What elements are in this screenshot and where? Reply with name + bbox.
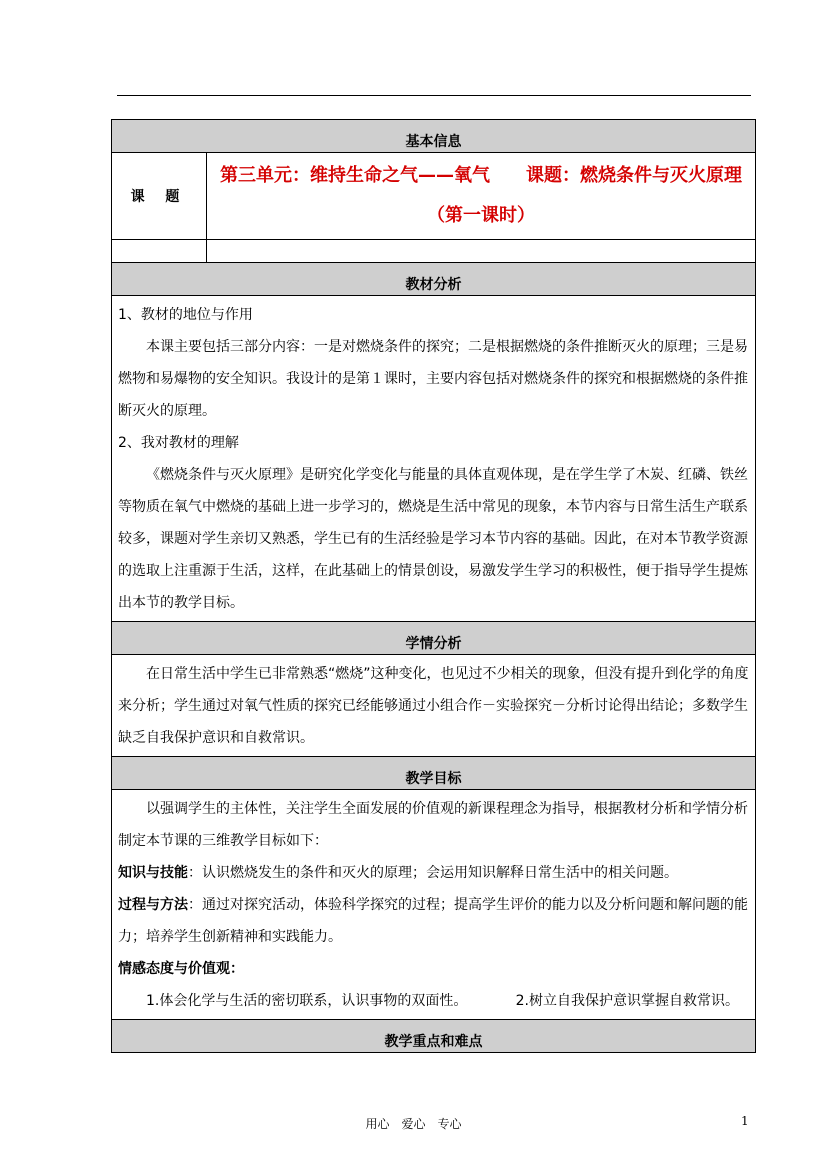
student-paragraph: 在日常生活中学生已非常熟悉“燃烧”这种变化，也见过不少相关的现象，但没有提升到化学的角度来分析；学生通过对氧气性质的探究已经能够通过小组合作－实验探究－分析讨论得出结论；多数学生缺乏自我保护意识和自救常识。 xyxy=(118,666,749,746)
textbook-analysis-body xyxy=(112,296,756,622)
goal-emotion-item-2: 2.树立自我保护意识掌握自救常识。 xyxy=(515,993,739,1009)
teaching-goals-body xyxy=(112,790,756,1020)
textbook-paragraph-1: 本课主要包括三部分内容：一是对燃烧条件的探究；二是根据燃烧的条件推断灭火的原理；三是易燃物和易爆物的安全知识。我设计的是第１课时，主要内容包括对燃烧条件的探究和根据燃烧的条件推断灭火的原理。 xyxy=(118,339,748,419)
goals-intro: 以强调学生的主体性，关注学生全面发展的价值观的新课程理念为指导，根据教材分析和学情分析制定本节课的三维教学目标如下： xyxy=(118,801,748,849)
goal-knowledge xyxy=(118,857,749,889)
goal-emotion-items xyxy=(118,985,749,1017)
goal-emotion-label: 情感态度与价值观 xyxy=(118,961,230,977)
section-basic-info: 基本信息 xyxy=(112,120,756,153)
goal-method-label: 过程与方法 xyxy=(118,897,188,913)
empty-cell xyxy=(112,240,207,263)
empty-cell xyxy=(207,240,756,263)
textbook-heading-2: 2、我对教材的理解 xyxy=(118,435,239,451)
goal-emotion-colon: ： xyxy=(230,961,244,977)
section-student-analysis: 学情分析 xyxy=(112,622,756,655)
goal-emotion-heading xyxy=(118,953,749,985)
goal-method xyxy=(118,889,749,953)
section-key-points: 教学重点和难点 xyxy=(112,1020,756,1053)
section-teaching-goals: 教学目标 xyxy=(112,757,756,790)
textbook-paragraph-2: 《燃烧条件与灭火原理》是研究化学变化与能量的具体直观体现，是在学生学了木炭、红磷、铁丝等物质在氧气中燃烧的基础上进一步学习的，燃烧是生活中常见的现象，本节内容与日常生活生产联系较多，课题对学生亲切又熟悉，学生已有的生活经验是学习本节内容的基础。因此，在对本节教学资源的选取上注重源于生活，这样，在此基础上的情景创设，易激发学生学习的积极性，便于指导学生提炼出本节的教学目标。 xyxy=(118,467,748,611)
textbook-heading-1: 1、教材的地位与作用 xyxy=(118,307,253,323)
course-label: 课 题 xyxy=(112,153,207,240)
goal-method-text: ：通过对探究活动，体验科学探究的过程；提高学生评价的能力以及分析问题和解问题的能力；培养学生创新精神和实践能力。 xyxy=(118,897,748,945)
goal-knowledge-text: ：认识燃烧发生的条件和灭火的原理；会运用知识解释日常生活中的相关问题。 xyxy=(188,865,678,881)
header-rule xyxy=(117,95,751,96)
section-textbook-analysis: 教材分析 xyxy=(112,263,756,296)
page-footer: 用心 爱心 专心 xyxy=(365,1117,462,1131)
student-analysis-body xyxy=(112,655,756,757)
page-number: 1 xyxy=(741,1114,749,1128)
goal-knowledge-label: 知识与技能 xyxy=(118,865,188,881)
lesson-plan-table xyxy=(111,119,756,1053)
course-title: 第三单元：维持生命之气——氧气 课题：燃烧条件与灭火原理（第一课时） xyxy=(207,153,756,240)
goal-emotion-item-1: 1.体会化学与生活的密切联系，认识事物的双面性。 xyxy=(146,993,468,1009)
